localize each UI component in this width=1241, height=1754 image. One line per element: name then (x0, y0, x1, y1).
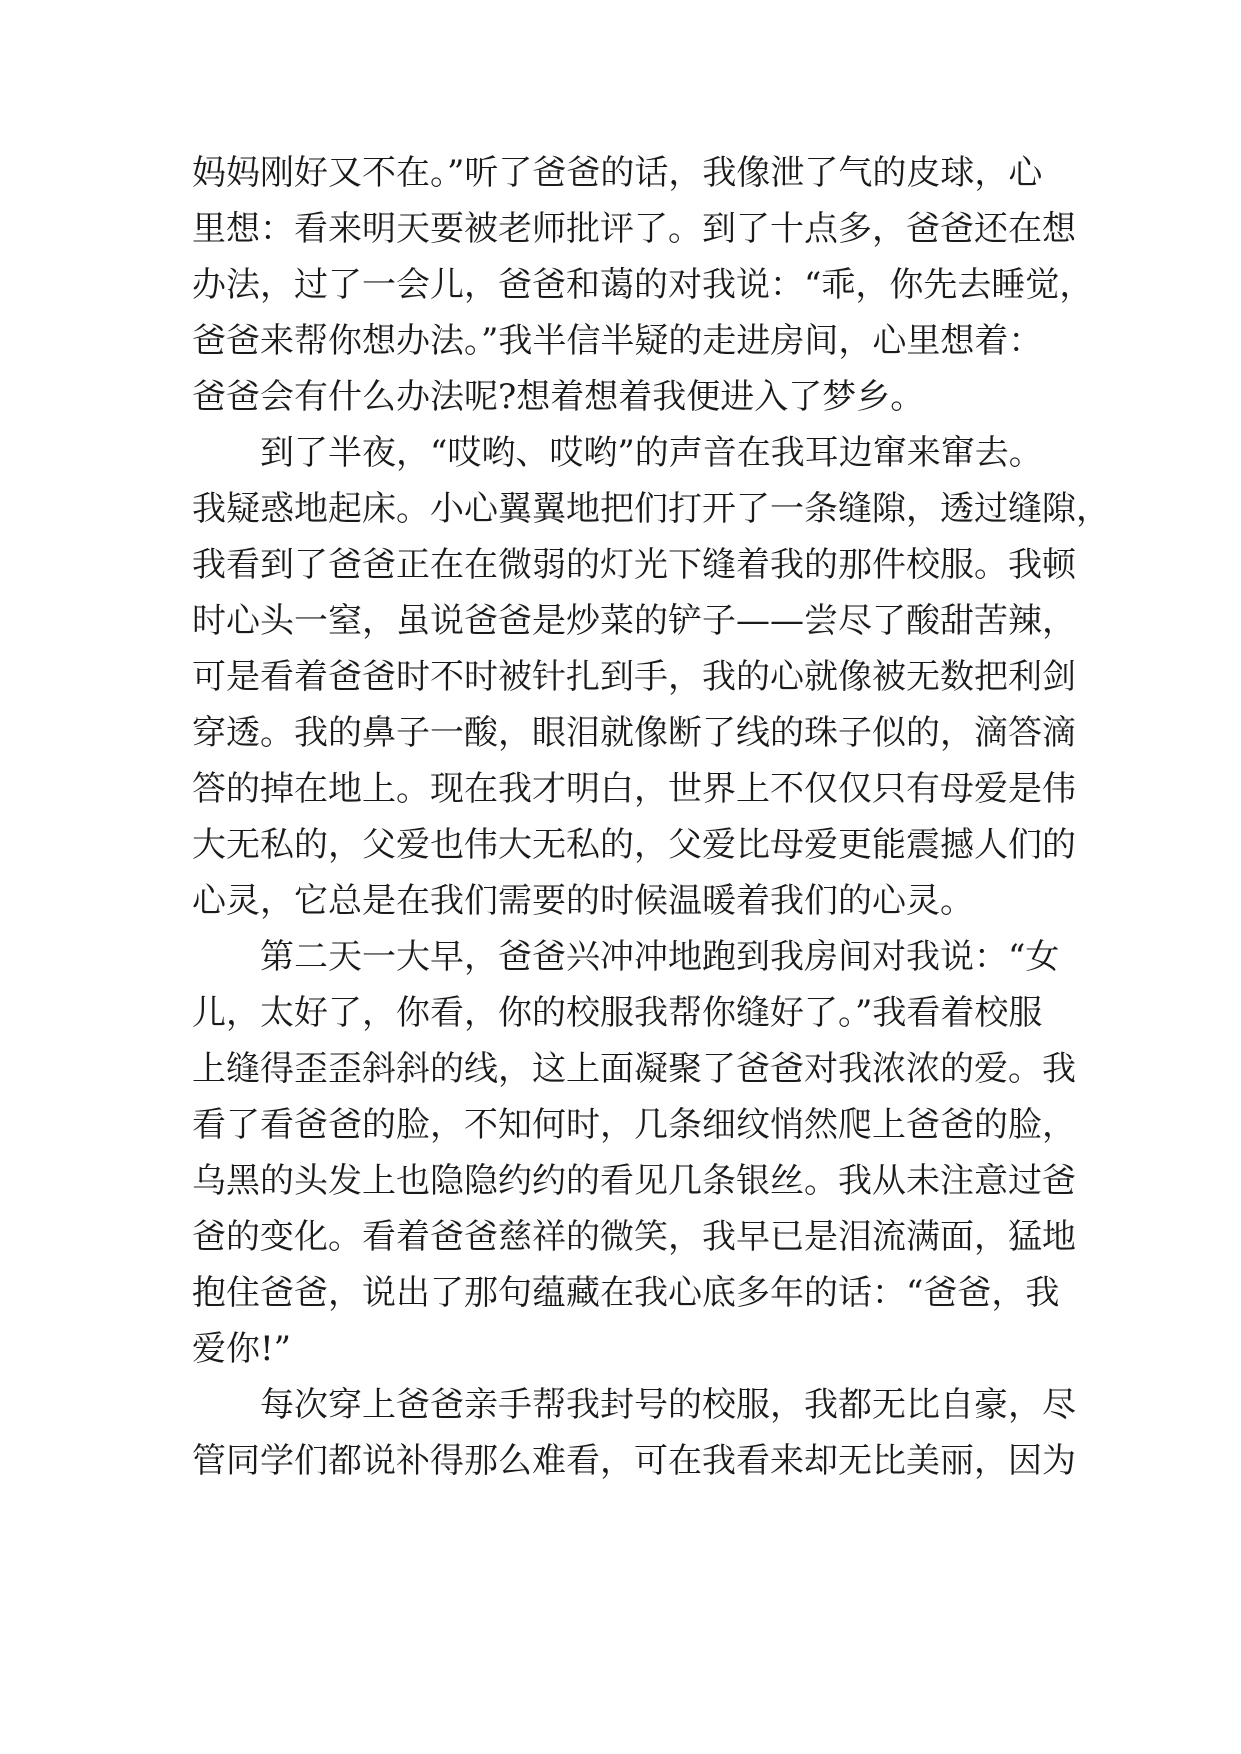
text-line: 我疑惑地起床。小心翼翼地把们打开了一条缝隙，透过缝隙， (192, 489, 1110, 529)
text-line: 办法，过了一会儿，爸爸和蔼的对我说：“乖，你先去睡觉， (192, 265, 1094, 305)
text-line: 妈妈刚好又不在。”听了爸爸的话，我像泄了气的皮球，心 (192, 153, 1043, 193)
text-line: 上缝得歪歪斜斜的线，这上面凝聚了爸爸对我浓浓的爱。我 (192, 1049, 1076, 1089)
text-line: 可是看着爸爸时不时被针扎到手，我的心就像被无数把利剑 (192, 657, 1076, 697)
paragraph-first-line: 第二天一大早，爸爸兴冲冲地跑到我房间对我说：“女 (260, 937, 1060, 977)
paragraph-first-line: 到了半夜，“哎哟、哎哟”的声音在我耳边窜来窜去。 (260, 433, 1043, 473)
text-line: 爱你!” (192, 1329, 292, 1369)
text-line: 穿透。我的鼻子一酸，眼泪就像断了线的珠子似的，滴答滴 (192, 713, 1076, 753)
paragraph-first-line: 每次穿上爸爸亲手帮我封号的校服，我都无比自豪，尽 (260, 1385, 1076, 1425)
text-line: 里想：看来明天要被老师批评了。到了十点多，爸爸还在想 (192, 209, 1076, 249)
text-line: 看了看爸爸的脸，不知何时，几条细纹悄然爬上爸爸的脸， (192, 1105, 1076, 1145)
text-line: 爸的变化。看着爸爸慈祥的微笑，我早已是泪流满面，猛地 (192, 1217, 1076, 1257)
text-line: 心灵，它总是在我们需要的时候温暖着我们的心灵。 (192, 881, 974, 921)
text-line: 大无私的，父爱也伟大无私的，父爱比母爱更能震撼人们的 (192, 825, 1076, 865)
text-line: 管同学们都说补得那么难看，可在我看来却无比美丽，因为 (192, 1441, 1076, 1481)
text-line: 儿，太好了，你看，你的校服我帮你缝好了。”我看着校服 (192, 993, 1043, 1033)
text-line: 爸爸来帮你想办法。”我半信半疑的走进房间，心里想着： (192, 321, 1043, 361)
text-line: 时心头一窒，虽说爸爸是炒菜的铲子——尝尽了酸甜苦辣， (192, 601, 1076, 641)
text-line: 抱住爸爸，说出了那句蕴藏在我心底多年的话：“爸爸，我 (192, 1273, 1060, 1313)
text-line: 乌黑的头发上也隐隐约约的看见几条银丝。我从未注意过爸 (192, 1161, 1076, 1201)
text-line: 爸爸会有什么办法呢?想着想着我便进入了梦乡。 (192, 377, 925, 417)
text-line: 我看到了爸爸正在在微弱的灯光下缝着我的那件校服。我顿 (192, 545, 1076, 585)
text-line: 答的掉在地上。现在我才明白，世界上不仅仅只有母爱是伟 (192, 769, 1076, 809)
